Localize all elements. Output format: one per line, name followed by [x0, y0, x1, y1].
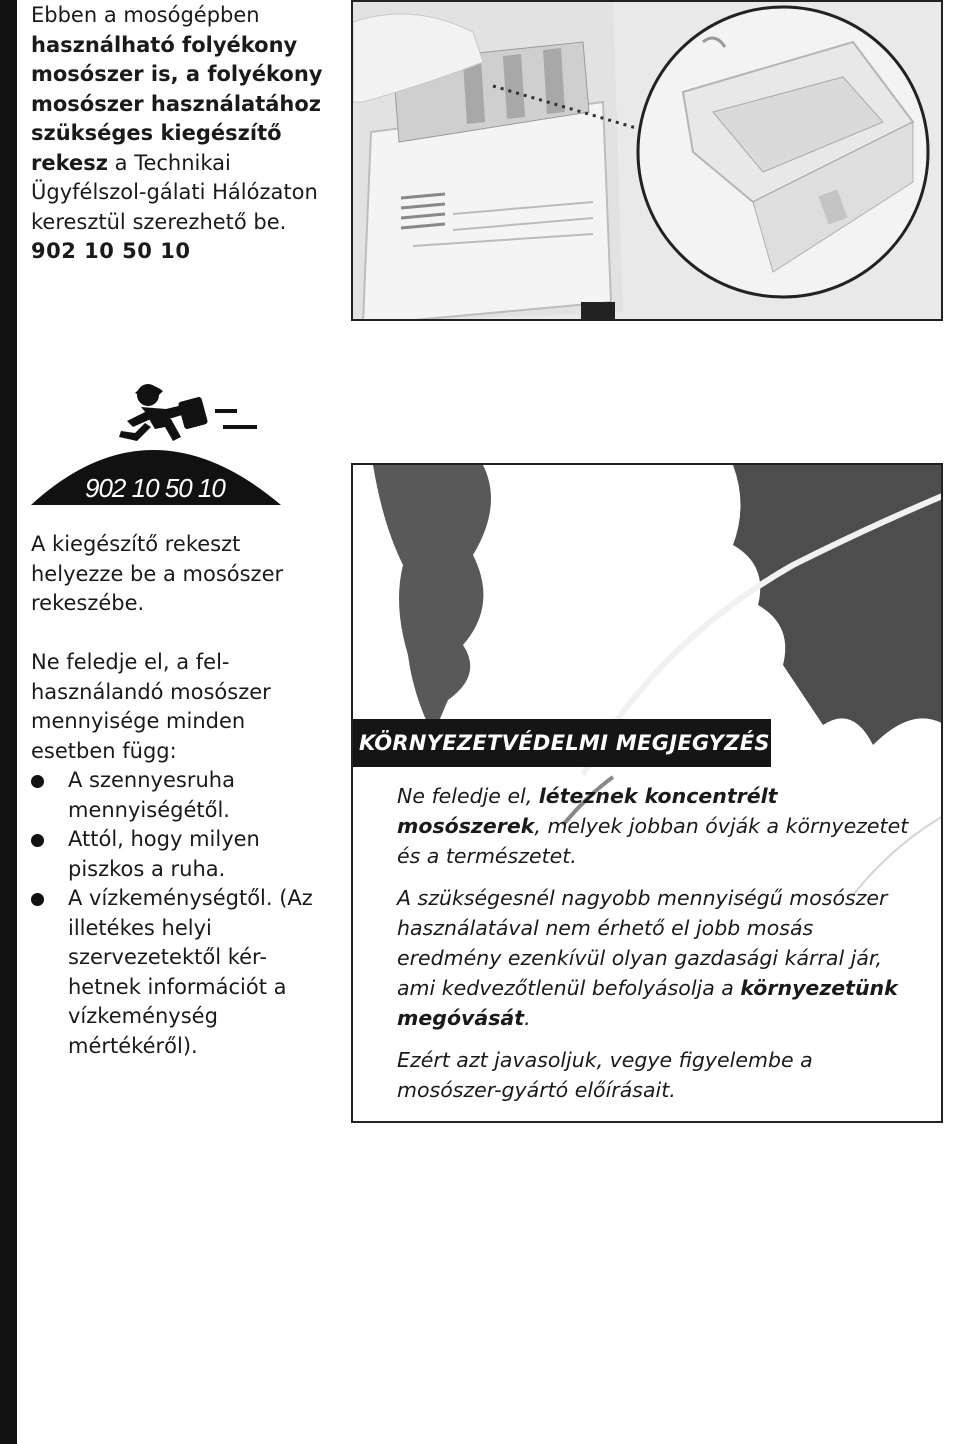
bullet-item: [31, 884, 331, 1061]
bullet-dot-icon: [31, 775, 44, 788]
bullet-text: Attól, hogy milyen piszkos a ruha.: [68, 827, 260, 881]
env-p2-bold: környezetünk megóvását: [397, 976, 898, 1030]
environment-note-text: [397, 781, 917, 1117]
env-p1-text-end: , melyek jobban óvják a környezetet és a természetet.: [397, 814, 909, 868]
intro-phone-number: 902 10 50 10: [31, 239, 191, 263]
env-paragraph-1: [397, 781, 917, 871]
environment-note-title: KÖRNYEZETVÉDELMI MEGJEGYZÉS: [353, 719, 771, 767]
env-p1-text: Ne feledje el,: [397, 784, 539, 808]
env-paragraph-2: [397, 883, 917, 1033]
environment-note-box: [351, 463, 943, 1123]
bullet-item: [31, 766, 331, 825]
bullet-item: [31, 825, 331, 884]
amount-lead-text: Ne feledje el, a fel-használandó mosószer mennyisége minden esetben függ:: [31, 650, 271, 763]
bullet-text: A vízkeménységtől. (Az illetékes helyi szervezetektől kér-hetnek információt a vízkeménység mértékéről).: [68, 886, 313, 1058]
amount-bullet-list: [31, 766, 331, 1061]
logo-phone-number: 902 10 50 10: [85, 473, 225, 503]
amount-section: [31, 648, 331, 1061]
env-p1-bold: léteznek koncentrélt mosószerek: [397, 784, 778, 838]
intro-text-1: Ebben a mosógépben: [31, 3, 260, 27]
left-edge-bar: [0, 0, 17, 1444]
step-paragraph: A kiegészítő rekeszt helyezze be a mosószer rekeszébe.: [31, 532, 284, 615]
env-p2-text: A szükségesnél nagyobb mennyiségű mosószer használatával nem érhető el jobb mosás eredmény ezenkívül olyan gazdasági kárral jár, ami kedvezőtlenül befolyásolja a: [397, 886, 888, 1000]
env-paragraph-3: Ezért azt javasoljuk, vegye figyelembe a mosószer-gyártó előírásait.: [397, 1048, 813, 1102]
bullet-dot-icon: [31, 834, 44, 847]
intro-text-2: a Technikai Ügyfélszol-gálati Hálózaton keresztül szerezhető be.: [31, 150, 318, 234]
intro-bold-text: használható folyékony mosószer is, a folyékony mosószer használatához szükséges kiegészítő rekesz: [31, 32, 323, 175]
dispenser-photo: [351, 0, 943, 321]
service-logo-graphic: [31, 375, 281, 505]
bullet-dot-icon: [31, 893, 44, 906]
service-logo: [31, 375, 281, 505]
dispenser-illustration: [353, 2, 943, 321]
intro-paragraph: [31, 1, 331, 267]
bullet-text: A szennyesruha mennyiségétől.: [68, 768, 235, 822]
env-p2-text-end: .: [524, 1006, 531, 1030]
